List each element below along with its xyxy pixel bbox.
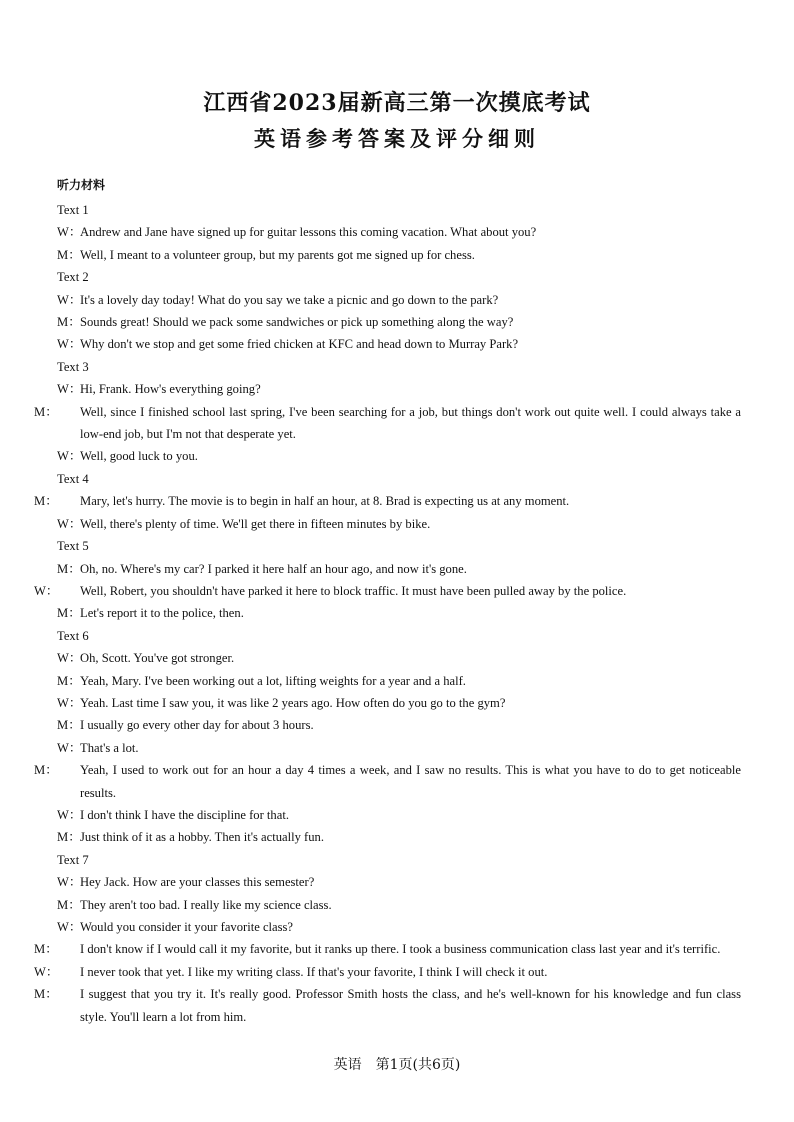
dialogue-line: [57, 289, 741, 311]
dialogue-line: [34, 490, 741, 512]
speaker-label: W：: [57, 382, 82, 397]
dialogue-line: [57, 894, 741, 916]
text-heading: Text 6: [57, 628, 89, 643]
dialogue-line: [57, 737, 741, 759]
dialogue-text: I don't know if I would call it my favorite, but it ranks up there. I took a business communication class last year and it's terrific.: [80, 942, 721, 957]
dialogue-line: [57, 558, 741, 580]
speaker-label: W：: [34, 583, 59, 598]
dialogue-line: [57, 714, 741, 736]
dialogue-line: [57, 602, 741, 624]
dialogue-line: [57, 916, 741, 938]
text-heading: Text 3: [57, 359, 89, 374]
dialogue-line: [57, 804, 741, 826]
dialogue-line: [57, 244, 741, 266]
dialogue-line: [57, 647, 741, 669]
speaker-label: W：: [57, 875, 82, 890]
text-heading: Text 7: [57, 852, 89, 867]
speaker-label: M：: [57, 897, 81, 912]
dialogue-text: Sounds great! Should we pack some sandwiches or pick up something along the way?: [80, 315, 514, 330]
transcript-body: [34, 199, 741, 1028]
speaker-label: M：: [34, 763, 58, 778]
dialogue-line: [57, 378, 741, 400]
speaker-label: W：: [57, 807, 82, 822]
speaker-label: M：: [57, 247, 81, 262]
speaker-label: M：: [57, 718, 81, 733]
dialogue-line: [57, 513, 741, 535]
text-heading: Text 5: [57, 539, 89, 554]
dialogue-text: They aren't too bad. I really like my science class.: [80, 897, 332, 912]
speaker-label: W：: [57, 292, 82, 307]
dialogue-text: I don't think I have the discipline for that.: [80, 807, 289, 822]
dialogue-text: I usually go every other day for about 3 hours.: [80, 718, 314, 733]
dialogue-text: That's a lot.: [80, 740, 139, 755]
speaker-label: W：: [57, 516, 82, 531]
text-heading: Text 2: [57, 270, 89, 285]
text-heading: Text 4: [57, 471, 89, 486]
dialogue-text: Andrew and Jane have signed up for guitar lessons this coming vacation. What about you?: [80, 225, 537, 240]
dialogue-line: [57, 670, 741, 692]
dialogue-line: [34, 401, 741, 446]
page-footer: 英语 第1页(共6页): [333, 1057, 461, 1073]
speaker-label: W：: [57, 337, 82, 352]
speaker-label: W：: [57, 920, 82, 934]
dialogue-text: Oh, no. Where's my car? I parked it here half an hour ago, and now it's gone.: [80, 561, 467, 576]
speaker-label: W：: [57, 449, 82, 464]
speaker-label: M：: [34, 987, 58, 1002]
dialogue-text: Hey Jack. How are your classes this semester?: [80, 875, 315, 890]
speaker-label: M：: [57, 673, 81, 688]
dialogue-text: It's a lovely day today! What do you say we take a picnic and go down to the park?: [80, 292, 499, 307]
dialogue-text: Why don't we stop and get some fried chicken at KFC and head down to Murray Park?: [80, 337, 519, 352]
dialogue-text: Oh, Scott. You've got stronger.: [80, 651, 235, 666]
dialogue-line: [57, 826, 741, 848]
section-label: 听力材料: [57, 178, 106, 192]
dialogue-text: Well, Robert, you shouldn't have parked it here to block traffic. It must have been pulled away by the police.: [80, 583, 627, 598]
speaker-label: M：: [34, 404, 58, 419]
speaker-label: W：: [57, 695, 82, 710]
dialogue-text: Yeah, Mary. I've been working out a lot, lifting weights for a year and a half.: [80, 673, 466, 688]
speaker-label: W：: [34, 964, 59, 979]
dialogue-line: [57, 871, 741, 893]
dialogue-text: I suggest that you try it. It's really good. Professor Smith hosts the class, and he's well-known for his knowledge and fun class style. You'll learn a lot from him.: [80, 987, 741, 1024]
dialogue-line: [34, 580, 741, 602]
dialogue-text: Would you consider it your favorite class?: [80, 920, 294, 934]
dialogue-text: Well, since I finished school last spring, I've been searching for a job, but things don't work out quite well. I could always take a low-end job, but I'm not that desperate yet.: [80, 404, 741, 442]
dialogue-line: [34, 983, 741, 1028]
speaker-label: M：: [34, 494, 58, 509]
dialogue-text: Hi, Frank. How's everything going?: [80, 382, 261, 397]
dialogue-text: Well, good luck to you.: [80, 449, 198, 464]
dialogue-text: Yeah. Last time I saw you, it was like 2 years ago. How often do you go to the gym?: [80, 695, 506, 710]
speaker-label: M：: [57, 315, 81, 330]
dialogue-line: [57, 333, 741, 355]
dialogue-text: Just think of it as a hobby. Then it's actually fun.: [80, 830, 324, 845]
dialogue-text: Mary, let's hurry. The movie is to begin in half an hour, at 8. Brad is expecting us at any moment.: [80, 494, 570, 509]
dialogue-line: [34, 961, 741, 983]
dialogue-line: [34, 759, 741, 804]
dialogue-line: [57, 221, 741, 243]
dialogue-text: Yeah, I used to work out for an hour a day 4 times a week, and I saw no results. This is what you have to do to get noticeable results.: [80, 763, 741, 800]
speaker-label: M：: [57, 830, 81, 845]
dialogue-text: Well, I meant to a volunteer group, but my parents got me signed up for chess.: [80, 247, 475, 262]
dialogue-text: Let's report it to the police, then.: [80, 606, 244, 621]
speaker-label: W：: [57, 225, 82, 240]
speaker-label: M：: [34, 942, 58, 957]
document-subtitle: 英语参考答案及评分细则: [254, 126, 540, 151]
speaker-label: M：: [57, 606, 81, 621]
dialogue-line: [57, 692, 741, 714]
text-heading: Text 1: [57, 203, 89, 217]
dialogue-line: [34, 938, 741, 960]
speaker-label: W：: [57, 740, 82, 755]
dialogue-text: I never took that yet. I like my writing class. If that's your favorite, I think I will check it out.: [80, 964, 548, 979]
speaker-label: M：: [57, 561, 81, 576]
speaker-label: W：: [57, 651, 82, 666]
dialogue-line: [57, 311, 741, 333]
document-title: 江西省2023届新高三第一次摸底考试: [203, 90, 591, 116]
dialogue-line: [57, 445, 741, 467]
dialogue-text: Well, there's plenty of time. We'll get there in fifteen minutes by bike.: [80, 516, 431, 531]
